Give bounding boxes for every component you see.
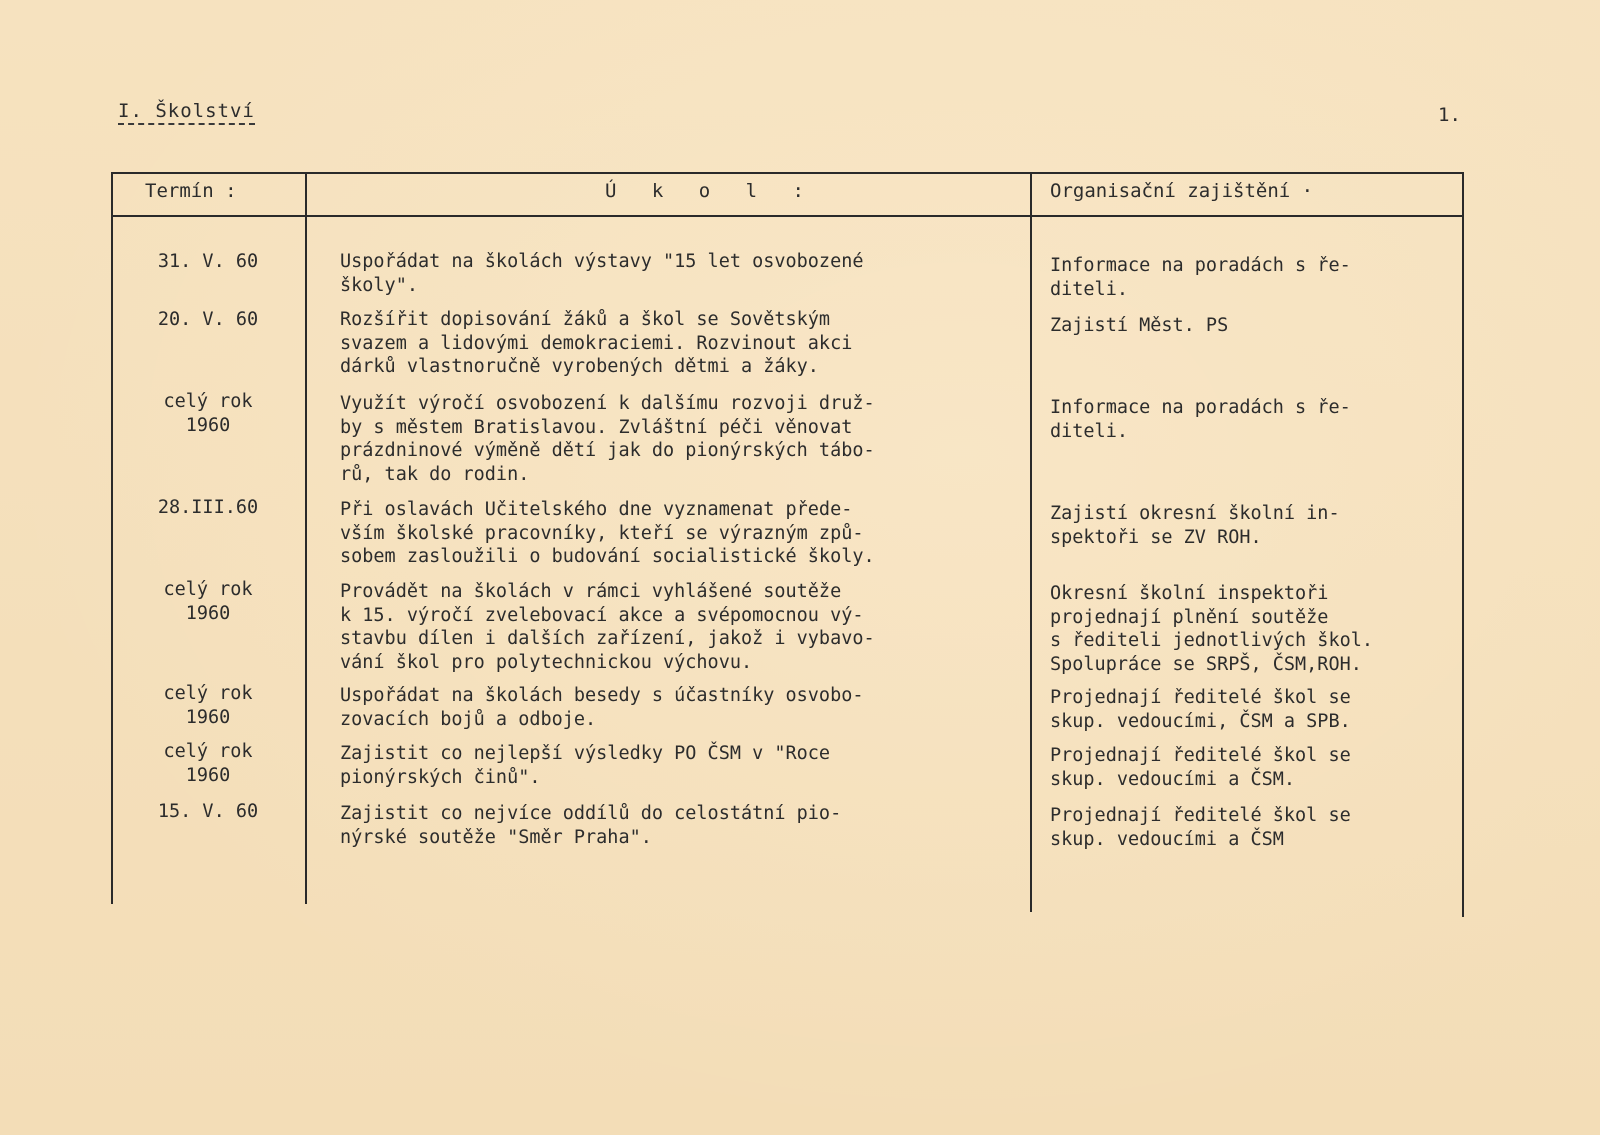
row-7-task: Zajistit co nejlepší výsledky PO ČSM v "Roce pionýrských činů".	[340, 743, 831, 788]
row-8-term: 15. V. 60	[157, 801, 259, 822]
column-header-task: Ú k o l :	[605, 180, 816, 202]
row-6-organisation: Projednají ředitelé škol se skup. vedoucími, ČSM a SPB.	[1050, 687, 1351, 732]
table-right-border	[1462, 172, 1464, 917]
table-column-divider-2	[1030, 172, 1032, 912]
column-header-organisation: Organisační zajištění ·	[1050, 180, 1314, 202]
column-header-term: Termín :	[145, 180, 237, 202]
row-1-organisation: Informace na poradách s ře- diteli.	[1050, 255, 1351, 300]
row-6-term: celý rok 1960	[163, 683, 253, 728]
row-2-term: 20. V. 60	[157, 309, 259, 330]
row-8-organisation: Projednají ředitelé škol se skup. vedoucími a ČSM	[1050, 805, 1351, 850]
row-3-term: celý rok 1960	[163, 391, 253, 436]
row-4-task: Při oslavách Učitelského dne vyznamenat přede- vším školské pracovníky, kteří se výrazným způ- sobem zasloužili o budování socialistické školy.	[340, 499, 875, 567]
row-6-task: Uspořádat na školách besedy s účastníky osvobo- zovacích bojů a odboje.	[340, 685, 864, 730]
table-column-divider-1	[305, 172, 307, 904]
table-header-rule	[112, 215, 1464, 217]
row-7-term: celý rok 1960	[163, 741, 253, 786]
row-1-term: 31. V. 60	[157, 251, 259, 272]
row-7-organisation: Projednají ředitelé škol se skup. vedoucími a ČSM.	[1050, 745, 1351, 790]
row-5-task: Provádět na školách v rámci vyhlášené soutěže k 15. výročí zvelebovací akce a svépomocnou vý- stavbu dílen i dalších zařízení, jakož i vybavo- vání škol pro polytechnickou výchovu.	[340, 581, 875, 673]
table-top-rule	[112, 172, 1464, 174]
page-number: 1.	[1438, 104, 1461, 126]
row-1-task: Uspořádat na školách výstavy "15 let osvobozené školy".	[340, 251, 864, 296]
row-2-task: Rozšířit dopisování žáků a škol se Sovětským svazem a lidovými demokraciemi. Rozvinout akci dárků vlastnoručně vyrobených dětmi a žáky.	[340, 309, 853, 377]
row-3-task: Využít výročí osvobození k dalšímu rozvoji druž- by s městem Bratislavou. Zvláštní péči věnovat prázdninové výměně dětí jak do pionýrských tábo- rů, tak do rodin.	[340, 393, 875, 485]
table-left-border	[111, 172, 113, 904]
row-8-task: Zajistit co nejvíce oddílů do celostátní pio- nýrské soutěže "Směr Praha".	[340, 803, 842, 848]
section-title: I. Školství	[118, 100, 255, 125]
row-5-organisation: Okresní školní inspektoři projednají plnění soutěže s řediteli jednotlivých škol. Spolupráce se SRPŠ, ČSM,ROH.	[1050, 583, 1374, 675]
row-4-term: 28.III.60	[157, 497, 259, 518]
row-4-organisation: Zajistí okresní školní in- spektoři se ZV ROH.	[1050, 503, 1340, 548]
row-5-term: celý rok 1960	[163, 579, 253, 624]
row-3-organisation: Informace na poradách s ře- diteli.	[1050, 397, 1351, 442]
row-2-organisation: Zajistí Měst. PS	[1050, 315, 1229, 336]
